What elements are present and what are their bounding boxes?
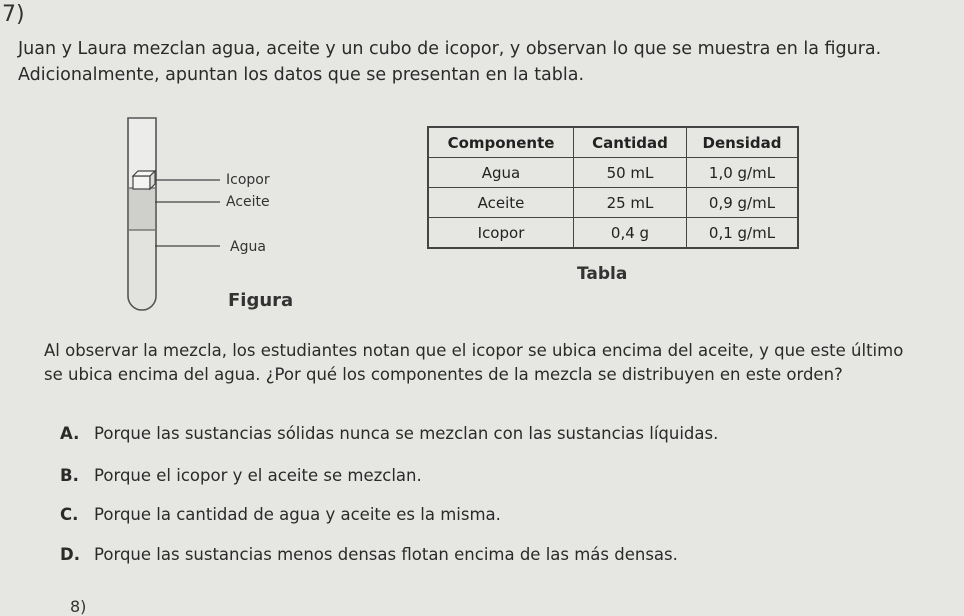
question-text <box>44 339 903 387</box>
option-letter: B. <box>60 466 79 485</box>
table-cell: 50 mL <box>574 158 687 188</box>
question-number: 7) <box>2 2 25 27</box>
table-row <box>428 188 798 218</box>
option-text: Porque las sustancias sólidas nunca se mezclan con las sustancias líquidas. <box>94 424 719 443</box>
table-cell: 25 mL <box>574 188 687 218</box>
intro-line: Juan y Laura mezclan agua, aceite y un cubo de icopor, y observan lo que se muestra en la figura. <box>18 39 882 59</box>
option-c[interactable] <box>60 505 501 524</box>
option-letter: C. <box>60 505 79 524</box>
question-line: se ubica encima del agua. ¿Por qué los componentes de la mezcla se distribuyen en este orden? <box>44 365 843 384</box>
label-agua: Agua <box>230 239 266 255</box>
table-cell: Agua <box>428 158 574 188</box>
table-cell: Aceite <box>428 188 574 218</box>
data-table <box>427 126 799 249</box>
icopor-cube <box>133 171 155 189</box>
option-letter: A. <box>60 424 80 443</box>
water-layer <box>129 230 155 309</box>
table-row <box>428 158 798 188</box>
figure-caption: Figura <box>228 290 294 311</box>
table-caption: Tabla <box>577 264 628 284</box>
option-text: Porque el icopor y el aceite se mezclan. <box>94 466 422 485</box>
table-header-row <box>428 127 798 158</box>
table-cell: Icopor <box>428 218 574 249</box>
option-b[interactable] <box>60 466 422 485</box>
option-text: Porque las sustancias menos densas flotan encima de las más densas. <box>94 545 678 564</box>
option-a[interactable] <box>60 424 718 443</box>
question-line: Al observar la mezcla, los estudiantes notan que el icopor se ubica encima del aceite, y que este último <box>44 341 904 360</box>
label-aceite: Aceite <box>226 194 270 210</box>
next-question-number: 8) <box>70 597 87 616</box>
intro-text <box>18 36 881 88</box>
label-icopor: Icopor <box>226 172 270 188</box>
oil-layer <box>129 188 155 230</box>
table-cell: 0,4 g <box>574 218 687 249</box>
column-header: Cantidad <box>574 127 687 158</box>
table-row <box>428 218 798 249</box>
table-cell: 0,1 g/mL <box>687 218 799 249</box>
table-cell: 0,9 g/mL <box>687 188 799 218</box>
intro-line: Adicionalmente, apuntan los datos que se presentan en la tabla. <box>18 65 585 85</box>
table-cell: 1,0 g/mL <box>687 158 799 188</box>
option-text: Porque la cantidad de agua y aceite es la misma. <box>94 505 501 524</box>
option-d[interactable] <box>60 545 678 564</box>
column-header: Componente <box>428 127 574 158</box>
option-letter: D. <box>60 545 80 564</box>
column-header: Densidad <box>687 127 799 158</box>
